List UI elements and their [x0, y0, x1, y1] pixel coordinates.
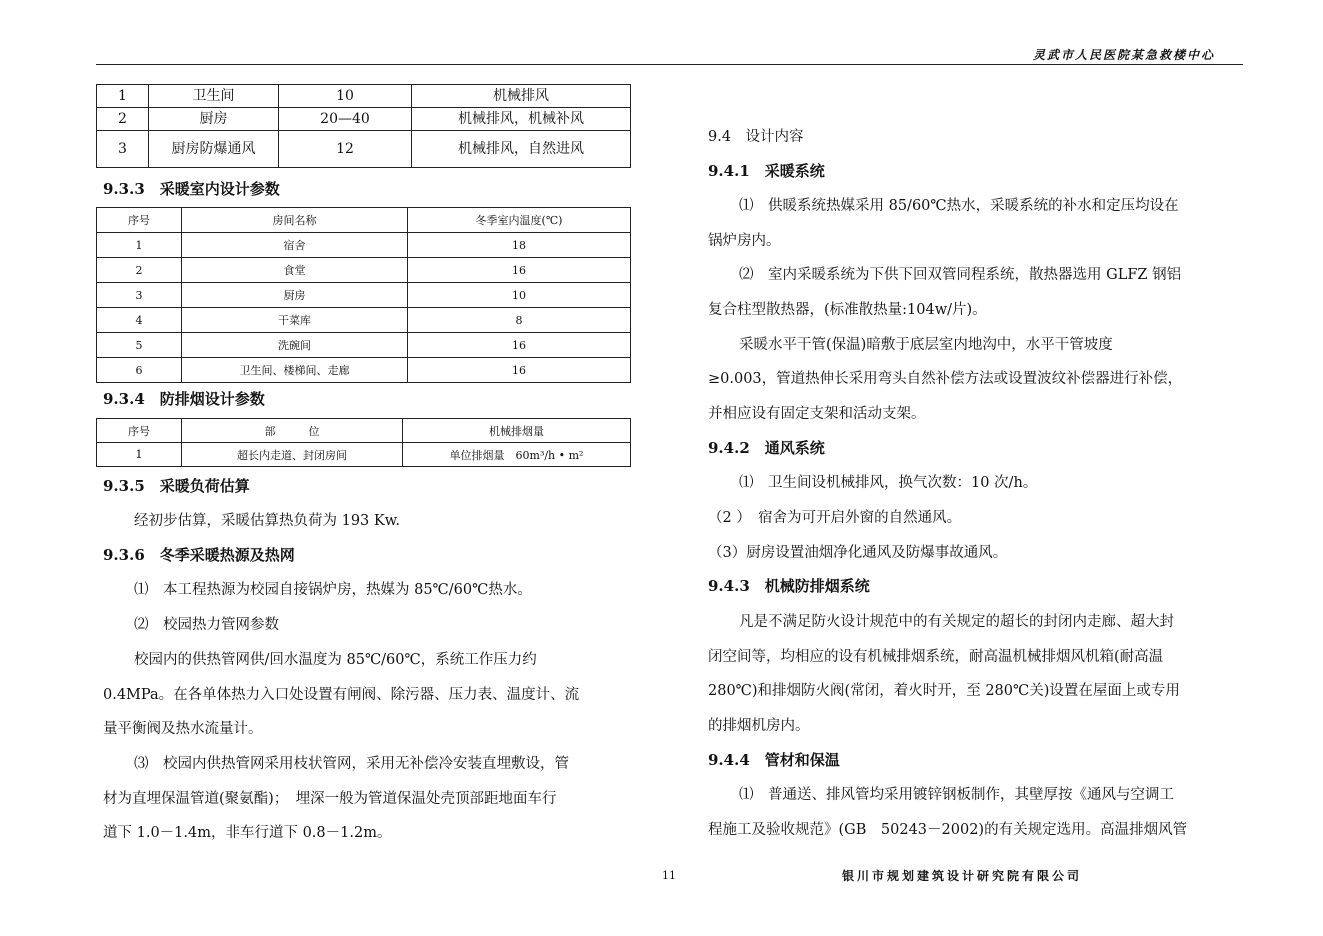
table-cell: 6 — [97, 358, 182, 383]
paragraph: 闭空间等，均相应的设有机械排烟系统，耐高温机械排烟风机箱(耐高温 — [708, 649, 1164, 665]
section-heading-9-4-3: 9.4.3 机械防排烟系统 — [708, 577, 870, 595]
heating-parameters-table — [96, 207, 631, 383]
section-heading-9-3-6: 9.3.6 冬季采暖热源及热网 — [103, 546, 295, 564]
table-cell: 20—40 — [279, 108, 412, 131]
paragraph: 复合柱型散热器，(标准散热量:104w/片)。 — [708, 302, 987, 318]
table-cell: 超长内走道、封闭房间 — [182, 443, 403, 467]
section-heading-9-3-3: 9.3.3 采暖室内设计参数 — [103, 180, 280, 198]
paragraph: 的排烟机房内。 — [708, 718, 810, 734]
paragraph: （3）厨房设置油烟净化通风及防爆事故通风。 — [708, 545, 1008, 561]
table-cell: 厨房 — [182, 283, 408, 308]
footer-company: 银川市规划建筑设计研究院有限公司 — [842, 869, 1083, 883]
table-row — [97, 258, 631, 283]
table-cell: 3 — [97, 283, 182, 308]
header-rule — [96, 64, 1243, 65]
table-row — [97, 443, 631, 467]
table-cell: 厨房 — [149, 108, 279, 131]
table-cell: 机械排风，机械补风 — [412, 108, 631, 131]
page-number: 11 — [662, 869, 676, 882]
paragraph: 量平衡阀及热水流量计。 — [103, 721, 263, 737]
table-cell: 2 — [97, 108, 149, 131]
section-heading-9-3-5: 9.3.5 采暖负荷估算 — [103, 477, 250, 495]
column-header: 部 位 — [182, 419, 403, 443]
table-row — [97, 308, 631, 333]
column-header: 房间名称 — [182, 208, 408, 233]
paragraph: 程施工及验收规范》(GB 50243－2002)的有关规定选用。高温排烟风管 — [708, 822, 1188, 838]
table-cell: 8 — [408, 308, 631, 333]
paragraph: 经初步估算，采暖估算热负荷为 193 Kw. — [134, 513, 401, 529]
table-header-row — [97, 419, 631, 443]
table-cell: 卫生间 — [149, 85, 279, 108]
paragraph: 凡是不满足防火设计规范中的有关规定的超长的封闭内走廊、超大封 — [739, 614, 1174, 630]
table-cell: 机械排风，自然进风 — [412, 131, 631, 168]
section-heading-9-4-2: 9.4.2 通风系统 — [708, 439, 825, 457]
table-row — [97, 131, 631, 168]
table-cell: 3 — [97, 131, 149, 168]
paragraph: 采暖水平干管(保温)暗敷于底层室内地沟中，水平干管坡度 — [739, 337, 1113, 353]
paragraph: ≥0.003，管道热伸长采用弯头自然补偿方法或设置波纹补偿器进行补偿， — [708, 371, 1183, 387]
table-cell: 机械排风 — [412, 85, 631, 108]
table-cell: 10 — [279, 85, 412, 108]
table-cell: 单位排烟量 60m³/h • m² — [403, 443, 631, 467]
column-header: 机械排烟量 — [403, 419, 631, 443]
table-cell: 洗碗间 — [182, 333, 408, 358]
paragraph: （2 ） 宿舍为可开启外窗的自然通风。 — [708, 510, 962, 526]
table-cell: 12 — [279, 131, 412, 168]
section-heading-9-4-1: 9.4.1 采暖系统 — [708, 162, 825, 180]
paragraph: 锅炉房内。 — [708, 233, 781, 249]
table-row — [97, 283, 631, 308]
column-header: 序号 — [97, 419, 182, 443]
paragraph: 校园内的供热管网供/回水温度为 85℃/60℃，系统工作压力约 — [134, 652, 537, 668]
table-cell: 18 — [408, 233, 631, 258]
section-heading-9-3-4: 9.3.4 防排烟设计参数 — [103, 390, 265, 408]
paragraph: ⑴ 本工程热源为校园自接锅炉房，热媒为 85℃/60℃热水。 — [134, 582, 532, 598]
paragraph: 材为直埋保温管道(聚氨酯)； 埋深一般为管道保温处壳顶部距地面车行 — [103, 791, 557, 807]
table-cell: 宿舍 — [182, 233, 408, 258]
table-cell: 5 — [97, 333, 182, 358]
paragraph: ⑴ 普通送、排风管均采用镀锌钢板制作，其壁厚按《通风与空调工 — [739, 787, 1174, 803]
paragraph: 0.4MPa。在各单体热力入口处设置有闸阀、除污器、压力表、温度计、流 — [103, 687, 580, 703]
paragraph: ⑴ 供暖系统热媒采用 85/60℃热水，采暖系统的补水和定压均设在 — [739, 198, 1179, 214]
paragraph: 道下 1.0－1.4m，非车行道下 0.8－1.2m。 — [103, 825, 392, 841]
table-cell: 1 — [97, 233, 182, 258]
table-cell: 干菜库 — [182, 308, 408, 333]
table-row — [97, 333, 631, 358]
smoke-exhaust-table — [96, 418, 631, 467]
paragraph: ⑵ 室内采暖系统为下供下回双管同程系统，散热器选用 GLFZ 钢铝 — [739, 267, 1182, 283]
table-row — [97, 358, 631, 383]
section-heading-9-4: 9.4 设计内容 — [708, 129, 804, 145]
column-header: 序号 — [97, 208, 182, 233]
table-cell: 16 — [408, 358, 631, 383]
table-cell: 1 — [97, 85, 149, 108]
table-cell: 4 — [97, 308, 182, 333]
ventilation-table — [96, 84, 631, 168]
paragraph: ⑴ 卫生间设机械排风，换气次数：10 次/h。 — [739, 475, 1038, 491]
table-cell: 10 — [408, 283, 631, 308]
table-cell: 16 — [408, 258, 631, 283]
table-row — [97, 108, 631, 131]
table-cell: 卫生间、楼梯间、走廊 — [182, 358, 408, 383]
table-row — [97, 233, 631, 258]
table-cell: 厨房防爆通风 — [149, 131, 279, 168]
paragraph: ⑶ 校园内供热管网采用枝状管网，采用无补偿冷安装直埋敷设，管 — [134, 756, 569, 772]
column-header: 冬季室内温度(℃) — [408, 208, 631, 233]
section-heading-9-4-4: 9.4.4 管材和保温 — [708, 751, 840, 769]
table-cell: 2 — [97, 258, 182, 283]
paragraph: ⑵ 校园热力管网参数 — [134, 617, 279, 633]
table-cell: 16 — [408, 333, 631, 358]
paragraph: 280℃)和排烟防火阀(常闭，着火时开，至 280℃关)设置在屋面上或专用 — [708, 683, 1180, 699]
table-header-row — [97, 208, 631, 233]
paragraph: 并相应设有固定支架和活动支架。 — [708, 406, 926, 422]
table-cell: 食堂 — [182, 258, 408, 283]
table-cell: 1 — [97, 443, 182, 467]
header-title: 灵武市人民医院某急救楼中心 — [1032, 48, 1215, 62]
table-row — [97, 85, 631, 108]
